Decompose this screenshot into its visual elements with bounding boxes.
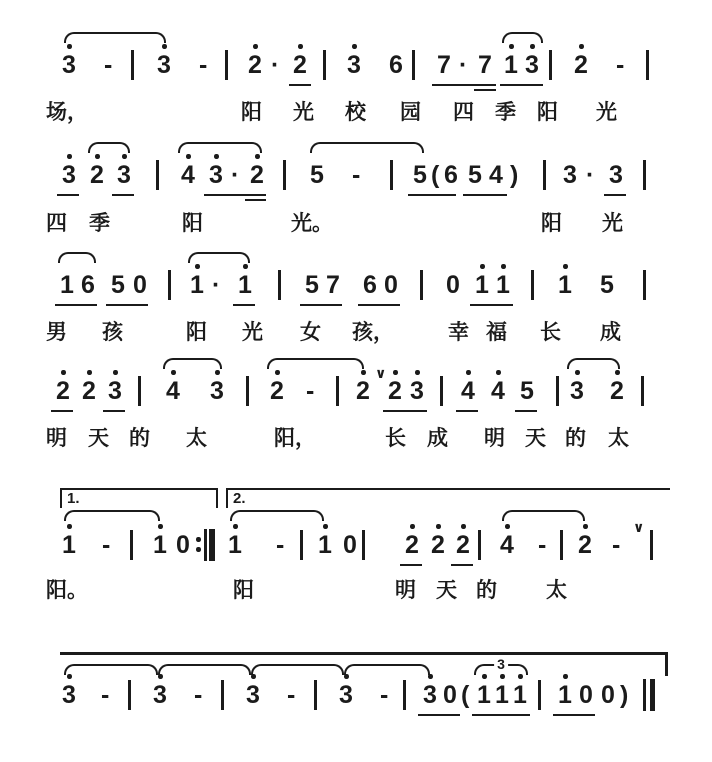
dash-note: - bbox=[102, 531, 111, 559]
note-digit: 1 bbox=[60, 271, 74, 299]
note-digit: 5 bbox=[305, 271, 319, 299]
tie-arc bbox=[64, 32, 166, 43]
octave-dot bbox=[255, 154, 260, 159]
tie-arc bbox=[58, 252, 96, 263]
note-digit: 1 bbox=[228, 531, 242, 559]
barline bbox=[643, 160, 646, 190]
note-digit: 4 bbox=[181, 161, 195, 189]
breath-mark: ∨ bbox=[375, 365, 387, 381]
lyric-syllable: 光 bbox=[293, 100, 314, 124]
lyric-syllable: 明 bbox=[46, 426, 67, 450]
note-digit: 3 bbox=[410, 377, 424, 405]
beam-underline bbox=[470, 304, 513, 306]
beam-underline bbox=[289, 84, 311, 86]
barline bbox=[412, 50, 415, 80]
note-digit: 3 bbox=[525, 51, 539, 79]
tie-arc bbox=[178, 142, 262, 153]
tie-arc bbox=[502, 32, 543, 43]
tie-arc bbox=[88, 142, 130, 153]
octave-dot bbox=[243, 264, 248, 269]
note-digit: 3 bbox=[609, 161, 623, 189]
note-digit: 5 bbox=[600, 271, 614, 299]
note-digit: 2 bbox=[405, 531, 419, 559]
tie-arc bbox=[267, 358, 364, 369]
barline bbox=[131, 50, 134, 80]
barline bbox=[646, 50, 649, 80]
lyric-syllable: 光 bbox=[596, 100, 617, 124]
note-digit: 1 bbox=[513, 681, 527, 709]
beam-underline bbox=[400, 564, 422, 566]
beam-underline bbox=[204, 194, 266, 196]
note-digit: 3 bbox=[62, 681, 76, 709]
beam-underline bbox=[358, 304, 400, 306]
octave-dot bbox=[496, 370, 501, 375]
lyric-syllable: 太 bbox=[546, 578, 567, 602]
octave-dot bbox=[95, 154, 100, 159]
tie-arc bbox=[310, 142, 424, 153]
lyric-syllable: 四 bbox=[46, 211, 67, 235]
barline bbox=[531, 270, 534, 300]
beam-underline bbox=[233, 304, 255, 306]
barline bbox=[543, 160, 546, 190]
lyric-syllable: 园 bbox=[400, 100, 421, 124]
lyric-syllable: 四 bbox=[453, 100, 474, 124]
beam-underline bbox=[500, 84, 543, 86]
lyric-syllable: 阳 bbox=[233, 578, 254, 602]
beam-underline bbox=[474, 89, 496, 91]
octave-dot bbox=[251, 674, 256, 679]
note-digit: ( bbox=[431, 161, 440, 189]
note-digit: 2 bbox=[356, 377, 370, 405]
octave-dot bbox=[186, 154, 191, 159]
beam-underline bbox=[451, 564, 473, 566]
octave-dot bbox=[461, 524, 466, 529]
tie-arc bbox=[344, 664, 430, 675]
note-digit: 2 bbox=[82, 377, 96, 405]
barline bbox=[128, 680, 131, 710]
dash-note: - bbox=[104, 51, 113, 79]
lyric-syllable: 太 bbox=[608, 426, 629, 450]
duration-dot: · bbox=[212, 271, 221, 299]
note-digit: 5 bbox=[310, 161, 324, 189]
lyric-syllable: 阳 bbox=[537, 100, 558, 124]
note-digit: 6 bbox=[444, 161, 458, 189]
octave-dot bbox=[214, 154, 219, 159]
note-digit: 1 bbox=[495, 681, 509, 709]
lyric-syllable: 校 bbox=[345, 100, 366, 124]
dash-note: - bbox=[194, 681, 203, 709]
lyric-syllable: 阳 bbox=[241, 100, 262, 124]
octave-dot bbox=[500, 674, 505, 679]
octave-dot bbox=[158, 524, 163, 529]
barline bbox=[643, 270, 646, 300]
lyric-syllable: 天 bbox=[88, 426, 109, 450]
dash-note: - bbox=[287, 681, 296, 709]
octave-dot bbox=[518, 674, 523, 679]
dash-note: - bbox=[101, 681, 110, 709]
note-digit: 2 bbox=[56, 377, 70, 405]
octave-dot bbox=[158, 674, 163, 679]
octave-dot bbox=[171, 370, 176, 375]
note-digit: 3 bbox=[62, 161, 76, 189]
lyric-syllable: 季 bbox=[89, 211, 110, 235]
lyric-syllable: 太 bbox=[186, 426, 207, 450]
lyric-syllable: 长 bbox=[540, 320, 561, 344]
octave-dot bbox=[87, 370, 92, 375]
repeat-dot bbox=[196, 537, 201, 542]
note-digit: 7 bbox=[478, 51, 492, 79]
octave-dot bbox=[509, 44, 514, 49]
lyric-syllable: 的 bbox=[129, 426, 150, 450]
note-digit: 1 bbox=[238, 271, 252, 299]
note-digit: 0 bbox=[176, 531, 190, 559]
note-digit: 0 bbox=[446, 271, 460, 299]
octave-dot bbox=[361, 370, 366, 375]
lyric-syllable: 阳 bbox=[541, 211, 562, 235]
tie-arc bbox=[230, 510, 324, 521]
note-digit: 2 bbox=[293, 51, 307, 79]
barline bbox=[156, 160, 159, 190]
octave-dot bbox=[563, 674, 568, 679]
volta-bracket bbox=[226, 488, 670, 508]
volta-bracket bbox=[60, 488, 218, 508]
octave-dot bbox=[352, 44, 357, 49]
lyric-syllable: 阳。 bbox=[46, 578, 88, 602]
octave-dot bbox=[275, 370, 280, 375]
barline bbox=[478, 530, 481, 560]
octave-dot bbox=[113, 370, 118, 375]
lyric-syllable: 光。 bbox=[291, 211, 333, 235]
note-digit: 0 bbox=[384, 271, 398, 299]
note-digit: 2 bbox=[578, 531, 592, 559]
note-digit: 1 bbox=[475, 271, 489, 299]
barline bbox=[300, 530, 303, 560]
octave-dot bbox=[505, 524, 510, 529]
beam-underline bbox=[463, 194, 507, 196]
beam-underline bbox=[106, 304, 148, 306]
dash-note: - bbox=[352, 161, 361, 189]
barline bbox=[549, 50, 552, 80]
triplet-number: 3 bbox=[494, 657, 508, 671]
volta-label: 1. bbox=[67, 490, 80, 507]
tie-arc bbox=[163, 358, 222, 369]
note-digit: 1 bbox=[504, 51, 518, 79]
barline bbox=[403, 680, 406, 710]
dash-note: - bbox=[612, 531, 621, 559]
octave-dot bbox=[501, 264, 506, 269]
lyric-syllable: 福 bbox=[486, 320, 507, 344]
note-digit: ) bbox=[510, 161, 519, 189]
beam-underline bbox=[103, 410, 125, 412]
lyric-syllable: 阳 bbox=[186, 320, 207, 344]
final-barline-thin bbox=[643, 679, 646, 711]
note-digit: 3 bbox=[246, 681, 260, 709]
barline bbox=[336, 376, 339, 406]
barline bbox=[221, 680, 224, 710]
lyric-syllable: 阳， bbox=[274, 426, 316, 450]
barline bbox=[560, 530, 563, 560]
duration-dot: · bbox=[586, 161, 595, 189]
note-digit: 6 bbox=[363, 271, 377, 299]
octave-dot bbox=[233, 524, 238, 529]
tie-arc bbox=[251, 664, 344, 675]
barline bbox=[130, 530, 133, 560]
tie-arc bbox=[158, 664, 251, 675]
note-digit: 0 bbox=[579, 681, 593, 709]
note-digit: 3 bbox=[210, 377, 224, 405]
note-digit: 3 bbox=[117, 161, 131, 189]
barline bbox=[138, 376, 141, 406]
barline bbox=[323, 50, 326, 80]
beam-underline bbox=[604, 194, 626, 196]
note-digit: ) bbox=[620, 681, 629, 709]
octave-dot bbox=[215, 370, 220, 375]
note-digit: 1 bbox=[558, 271, 572, 299]
duration-dot: · bbox=[459, 51, 468, 79]
note-digit: 3 bbox=[423, 681, 437, 709]
beam-underline bbox=[300, 304, 342, 306]
dash-note: - bbox=[276, 531, 285, 559]
octave-dot bbox=[482, 674, 487, 679]
octave-dot bbox=[575, 370, 580, 375]
repeat-barline-thick bbox=[209, 529, 215, 561]
note-digit: 2 bbox=[431, 531, 445, 559]
note-digit: 1 bbox=[496, 271, 510, 299]
lyric-syllable: 天 bbox=[525, 426, 546, 450]
octave-dot bbox=[410, 524, 415, 529]
lyric-syllable: 孩， bbox=[352, 320, 394, 344]
note-digit: 4 bbox=[500, 531, 514, 559]
note-digit: 3 bbox=[108, 377, 122, 405]
lyric-syllable: 成 bbox=[427, 426, 448, 450]
lyric-syllable: 光 bbox=[602, 211, 623, 235]
note-digit: 0 bbox=[601, 681, 615, 709]
beam-underline bbox=[112, 194, 134, 196]
repeat-barline-thin bbox=[204, 529, 207, 561]
tie-arc bbox=[502, 510, 585, 521]
barline bbox=[362, 530, 365, 560]
lyric-syllable: 场， bbox=[46, 100, 88, 124]
barline bbox=[246, 376, 249, 406]
lyric-syllable: 长 bbox=[385, 426, 406, 450]
note-digit: 4 bbox=[489, 161, 503, 189]
barline bbox=[556, 376, 559, 406]
barline bbox=[278, 270, 281, 300]
octave-dot bbox=[563, 264, 568, 269]
tie-arc bbox=[567, 358, 620, 369]
tie-arc bbox=[188, 252, 250, 263]
note-digit: 2 bbox=[250, 161, 264, 189]
duration-dot: · bbox=[271, 51, 280, 79]
note-digit: 0 bbox=[133, 271, 147, 299]
note-digit: 5 bbox=[413, 161, 427, 189]
note-digit: 7 bbox=[437, 51, 451, 79]
lyric-syllable: 男 bbox=[46, 320, 67, 344]
lyric-syllable: 天 bbox=[436, 578, 457, 602]
octave-dot bbox=[67, 674, 72, 679]
note-digit: 0 bbox=[343, 531, 357, 559]
note-digit: 3 bbox=[153, 681, 167, 709]
note-digit: 5 bbox=[520, 377, 534, 405]
beam-underline bbox=[472, 714, 530, 716]
dash-note: - bbox=[306, 377, 315, 405]
note-digit: 2 bbox=[248, 51, 262, 79]
breath-mark: ∨ bbox=[633, 519, 645, 535]
barline bbox=[225, 50, 228, 80]
dash-note: - bbox=[380, 681, 389, 709]
beam-underline bbox=[245, 199, 266, 201]
lyric-syllable: 季 bbox=[495, 100, 516, 124]
barline bbox=[390, 160, 393, 190]
beam-underline bbox=[553, 714, 595, 716]
barline bbox=[168, 270, 171, 300]
beam-underline bbox=[515, 410, 537, 412]
octave-dot bbox=[61, 370, 66, 375]
note-digit: 2 bbox=[90, 161, 104, 189]
octave-dot bbox=[436, 524, 441, 529]
octave-dot bbox=[195, 264, 200, 269]
note-digit: 2 bbox=[270, 377, 284, 405]
barline bbox=[650, 530, 653, 560]
octave-dot bbox=[530, 44, 535, 49]
lyric-syllable: 光 bbox=[242, 320, 263, 344]
beam-underline bbox=[408, 194, 456, 196]
lyric-syllable: 明 bbox=[484, 426, 505, 450]
note-digit: ( bbox=[461, 681, 470, 709]
note-digit: 4 bbox=[491, 377, 505, 405]
note-digit: 3 bbox=[563, 161, 577, 189]
beam-underline bbox=[456, 410, 478, 412]
octave-dot bbox=[579, 44, 584, 49]
note-digit: 3 bbox=[209, 161, 223, 189]
note-digit: 1 bbox=[558, 681, 572, 709]
repeat-dot bbox=[196, 547, 201, 552]
note-digit: 1 bbox=[62, 531, 76, 559]
beam-underline bbox=[418, 714, 460, 716]
note-digit: 0 bbox=[443, 681, 457, 709]
tie-arc bbox=[64, 510, 160, 521]
barline bbox=[538, 680, 541, 710]
octave-dot bbox=[298, 44, 303, 49]
beam-underline bbox=[51, 410, 73, 412]
lyric-syllable: 幸 bbox=[448, 320, 469, 344]
octave-dot bbox=[122, 154, 127, 159]
note-digit: 7 bbox=[326, 271, 340, 299]
octave-dot bbox=[466, 370, 471, 375]
octave-dot bbox=[67, 524, 72, 529]
note-digit: 5 bbox=[468, 161, 482, 189]
beam-underline bbox=[383, 410, 427, 412]
duration-dot: · bbox=[231, 161, 240, 189]
note-digit: 1 bbox=[477, 681, 491, 709]
note-digit: 1 bbox=[153, 531, 167, 559]
octave-dot bbox=[253, 44, 258, 49]
lyric-syllable: 女 bbox=[300, 320, 321, 344]
barline bbox=[314, 680, 317, 710]
lyric-syllable: 成 bbox=[600, 320, 621, 344]
note-digit: 5 bbox=[111, 271, 125, 299]
note-digit: 2 bbox=[456, 531, 470, 559]
note-digit: 3 bbox=[347, 51, 361, 79]
final-barline-thick bbox=[650, 679, 656, 711]
note-digit: 1 bbox=[190, 271, 204, 299]
tie-arc bbox=[64, 664, 158, 675]
note-digit: 3 bbox=[62, 51, 76, 79]
octave-dot bbox=[67, 44, 72, 49]
octave-dot bbox=[428, 674, 433, 679]
note-digit: 6 bbox=[81, 271, 95, 299]
lyric-syllable: 的 bbox=[476, 578, 497, 602]
note-digit: 4 bbox=[166, 377, 180, 405]
lyric-syllable: 阳 bbox=[182, 211, 203, 235]
barline bbox=[283, 160, 286, 190]
note-digit: 3 bbox=[157, 51, 171, 79]
octave-dot bbox=[480, 264, 485, 269]
barline bbox=[420, 270, 423, 300]
lyric-syllable: 明 bbox=[395, 578, 416, 602]
note-digit: 2 bbox=[610, 377, 624, 405]
dash-note: - bbox=[616, 51, 625, 79]
barline bbox=[641, 376, 644, 406]
octave-dot bbox=[323, 524, 328, 529]
note-digit: 3 bbox=[339, 681, 353, 709]
barline bbox=[440, 376, 443, 406]
dash-note: - bbox=[538, 531, 547, 559]
octave-dot bbox=[583, 524, 588, 529]
note-digit: 2 bbox=[388, 377, 402, 405]
beam-underline bbox=[57, 194, 79, 196]
note-digit: 2 bbox=[574, 51, 588, 79]
beam-underline bbox=[55, 304, 97, 306]
lyric-syllable: 孩 bbox=[102, 320, 123, 344]
note-digit: 3 bbox=[570, 377, 584, 405]
octave-dot bbox=[344, 674, 349, 679]
octave-dot bbox=[162, 44, 167, 49]
note-digit: 6 bbox=[389, 51, 403, 79]
octave-dot bbox=[615, 370, 620, 375]
note-digit: 4 bbox=[461, 377, 475, 405]
lyric-syllable: 的 bbox=[565, 426, 586, 450]
dash-note: - bbox=[199, 51, 208, 79]
note-digit: 1 bbox=[318, 531, 332, 559]
octave-dot bbox=[67, 154, 72, 159]
octave-dot bbox=[393, 370, 398, 375]
octave-dot bbox=[415, 370, 420, 375]
volta-label: 2. bbox=[233, 490, 246, 507]
beam-underline bbox=[432, 84, 496, 86]
